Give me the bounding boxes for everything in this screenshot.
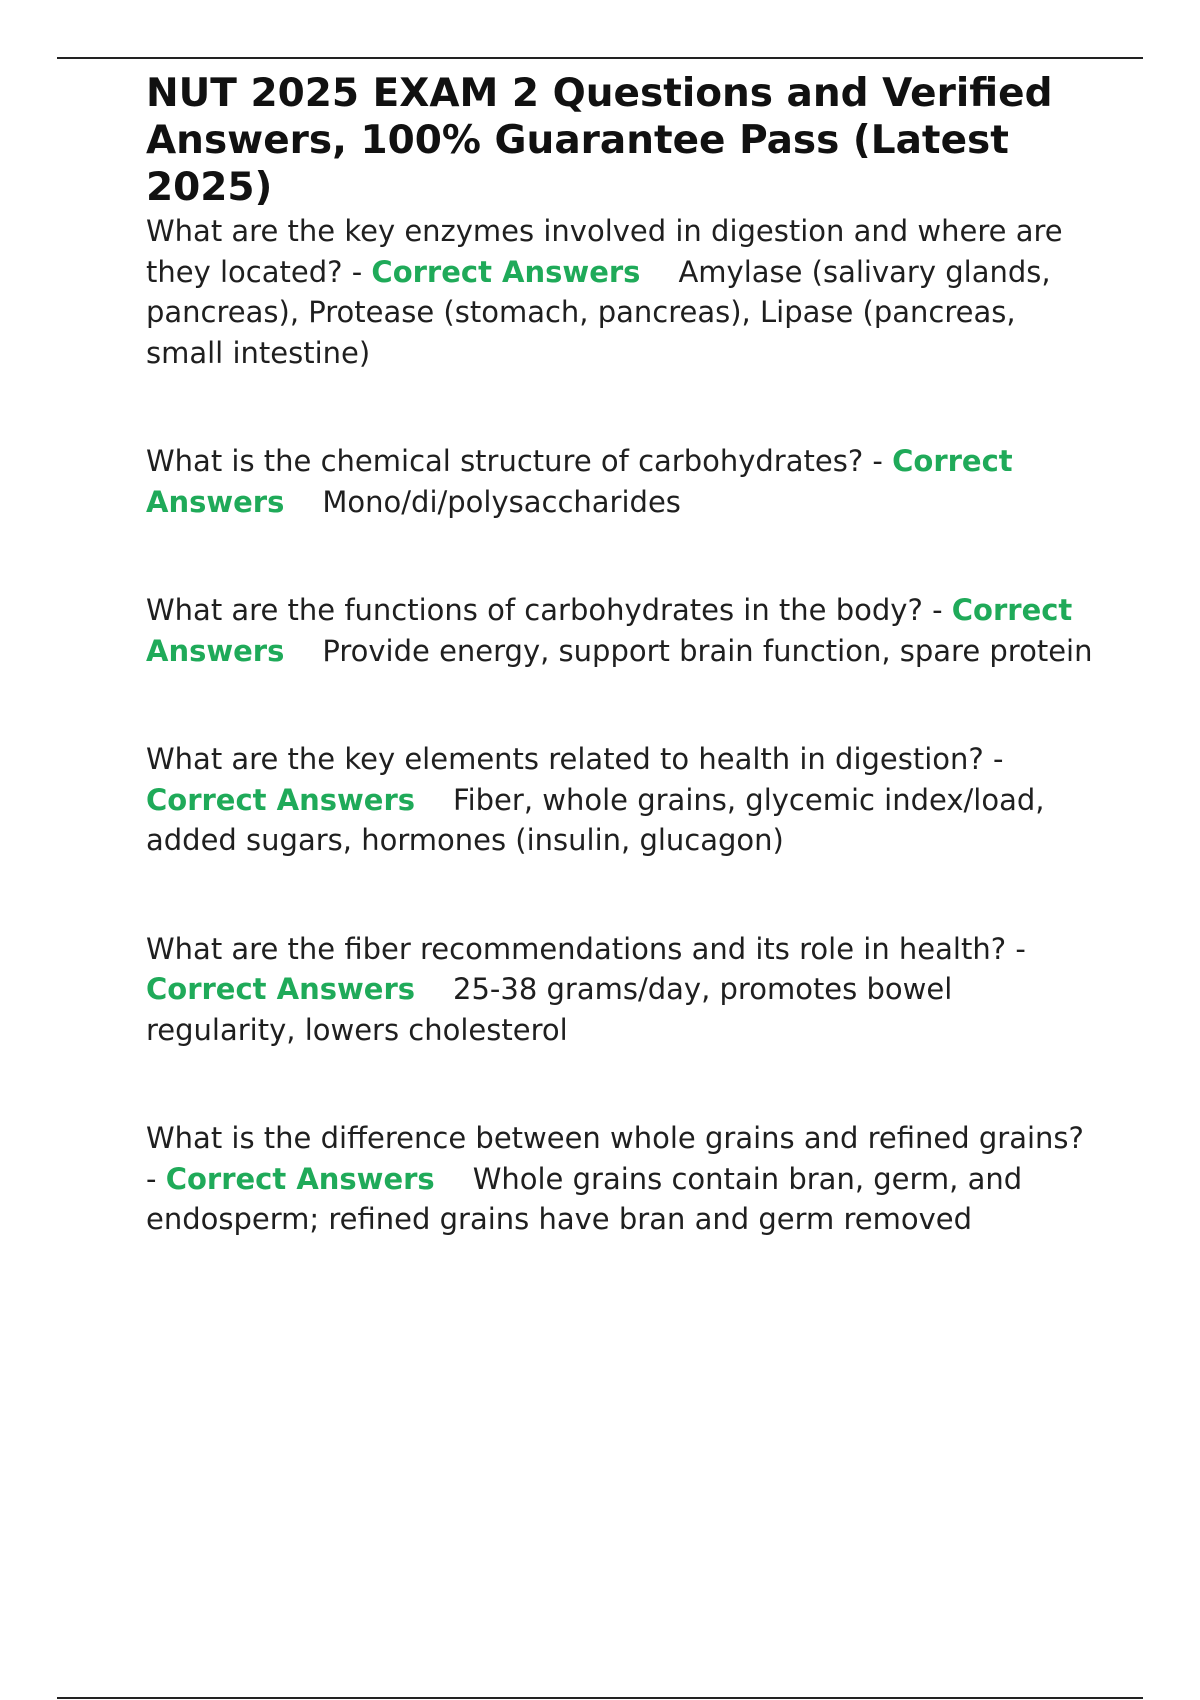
correct-answers-label: Correct Answers: [146, 593, 1073, 668]
separator: -: [1006, 931, 1026, 966]
correct-answers-label: Correct Answers: [146, 782, 416, 817]
qa-item: [146, 441, 1096, 522]
question-text: What are the key enzymes involved in digestion and where are they located?: [146, 214, 1063, 289]
correct-answers-label: Correct Answers: [371, 254, 641, 289]
question-text: What are the fiber recommendations and its role in health?: [146, 931, 1007, 966]
correct-answers-label: Correct Answers: [146, 444, 1013, 519]
document-title: NUT 2025 EXAM 2 Questions and Verified Answers, 100% Guarantee Pass (Latest 2025): [146, 71, 1053, 210]
separator: -: [922, 593, 952, 627]
qa-item: [146, 929, 1096, 1051]
top-rule: [57, 57, 1143, 59]
correct-answers-label: Correct Answers: [146, 972, 416, 1006]
answer-text: 25-38 grams/day, promotes bowel regularity, lowers cholesterol: [146, 972, 953, 1047]
question-text: What are the functions of carbohydrates in the body?: [146, 593, 923, 627]
answer-text: Amylase (salivary glands, pancreas), Protease (stomach, pancreas), Lipase (pancreas, small intestine): [146, 254, 1051, 370]
qa-item: [146, 739, 1096, 861]
qa-item: [146, 211, 1096, 373]
separator: -: [863, 444, 893, 478]
bottom-rule: [57, 1697, 1143, 1699]
answer-text: Mono/di/polysaccharides: [322, 484, 681, 519]
answer-text: Fiber, whole grains, glycemic index/load, added sugars, hormones (insulin, glucagon): [146, 782, 1045, 857]
qa-item: [146, 1118, 1096, 1240]
qa-item: [146, 590, 1096, 671]
answer-text: Whole grains contain bran, germ, and endosperm; refined grains have bran and germ removed: [146, 1161, 1023, 1236]
question-text: What are the key elements related to health in digestion?: [146, 742, 984, 776]
document-body: [146, 70, 1096, 1240]
question-text: What is the chemical structure of carbohydrates?: [146, 444, 864, 478]
separator: -: [342, 254, 372, 289]
separator: -: [983, 742, 1004, 776]
question-text: What is the difference between whole grains and refined grains?: [146, 1121, 1084, 1155]
separator: -: [146, 1161, 166, 1196]
correct-answers-label: Correct Answers: [165, 1161, 435, 1196]
answer-text: Provide energy, support brain function, spare protein: [322, 633, 1093, 668]
